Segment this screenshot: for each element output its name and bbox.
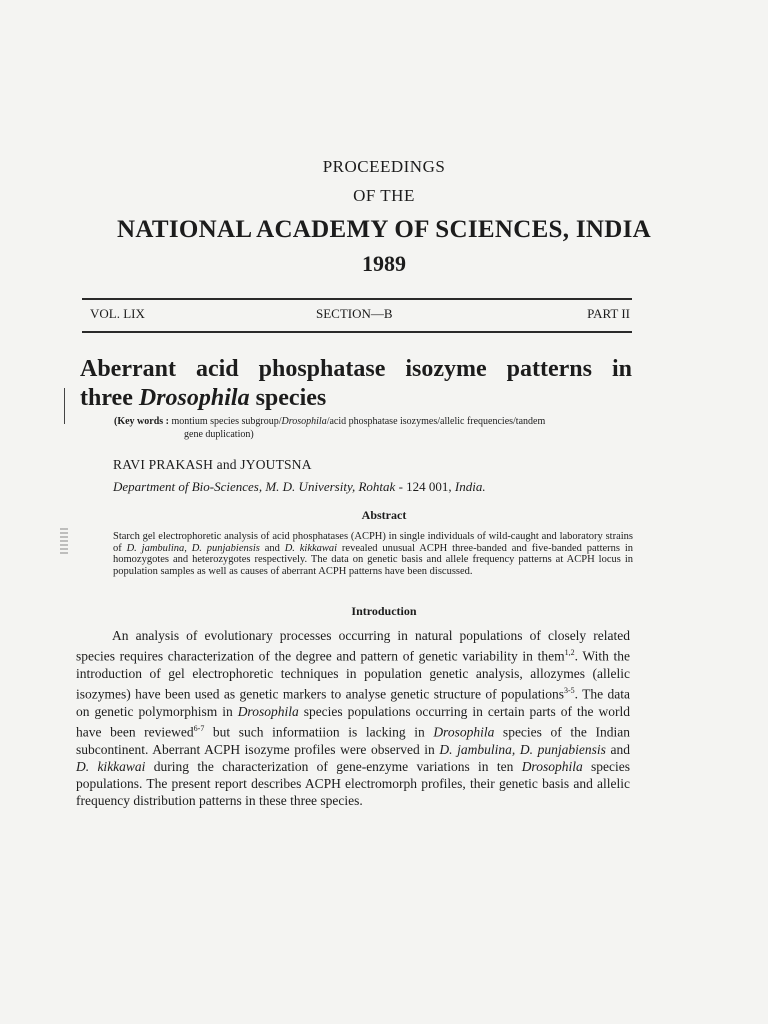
citation-ref: 6-7 <box>193 724 205 734</box>
abstract-body <box>113 531 633 578</box>
introduction-body <box>76 627 630 810</box>
margin-mark <box>64 388 65 424</box>
keywords-text: /acid phosphatase isozymes/allelic frequencies/tandem <box>326 416 546 427</box>
keywords-genus: Drosophila <box>281 416 327 427</box>
keywords-text: montium species subgroup/ <box>171 416 282 427</box>
publication-year: 1989 <box>362 251 406 276</box>
intro-genus: Drosophila <box>237 703 299 719</box>
title-text: species <box>249 385 327 411</box>
keywords-label: (Key words : <box>114 416 172 427</box>
intro-text: . With the introduction of gel electrophoretic techniques in population genetic analysis, allozymes (allelic isozymes) have been used as genetic markers to analyse genetic structure of populations <box>76 648 630 702</box>
article-title-line-1: Aberrant acid phosphatase isozyme patterns in <box>80 356 632 382</box>
intro-text: and <box>605 741 630 757</box>
intro-genus: Drosophila <box>433 724 495 740</box>
abstract-text: revealed unusual ACPH three-banded and five-banded patterns in homozygotes and heterozygotes respectively. The data on genetic basis and allele frequency patterns at ACPH locus in population samples as well as causes of aberrant ACPH patterns have been discussed. <box>113 542 633 578</box>
section-label: SECTION—B <box>316 306 393 321</box>
authors: RAVI PRAKASH and JYOUTSNA <box>113 457 312 472</box>
affiliation-department: Department of Bio-Sciences, M. D. University, Rohtak <box>113 479 396 494</box>
intro-species: D. jambulina, D. punjabiensis <box>439 741 606 757</box>
affiliation-country: India. <box>454 479 486 494</box>
citation-ref: 3-5 <box>563 686 575 696</box>
bottom-rule <box>82 331 632 333</box>
intro-text: but such informatiion is lacking in <box>204 724 434 740</box>
part-label: PART II <box>587 306 630 321</box>
intro-text: An analysis of evolutionary processes occurring in natural populations of closely related species requires characterization of the degree and pattern of genetic variability in them <box>76 628 630 664</box>
intro-genus: Drosophila <box>521 758 583 774</box>
abstract-text: Starch gel electrophoretic analysis of acid phosphatases (ACPH) in single individuals of wild-caught and laboratory strains of <box>113 531 633 554</box>
intro-text: species populations occurring in certain parts of the world have been reviewed <box>76 703 630 740</box>
intro-text: during the characterization of gene-enzyme variations in ten <box>145 758 522 774</box>
affiliation <box>113 479 486 495</box>
abstract-species: D. jambulina, D. punjabiensis <box>126 542 260 554</box>
abstract-species: D. kikkawai <box>284 542 338 554</box>
volume-number: VOL. LIX <box>90 306 145 321</box>
article-title-line-2 <box>80 385 326 412</box>
abstract-text: and <box>259 542 285 554</box>
intro-species: D. kikkawai <box>76 758 146 774</box>
citation-ref: 1,2 <box>564 648 575 658</box>
introduction-heading: Introduction <box>351 604 417 618</box>
title-genus: Drosophila <box>138 385 250 411</box>
margin-smudge <box>60 528 68 556</box>
of-the-label: OF THE <box>353 186 415 205</box>
intro-text: species populations. The present report describes ACPH electromorph profiles, their genetic basis and allelic frequency distribution patterns in these three species. <box>76 758 631 809</box>
introduction-paragraph <box>76 627 630 810</box>
top-rule <box>82 298 632 300</box>
intro-text: species of the Indian subcontinent. Aberrant ACPH isozyme profiles were observed in <box>76 724 630 757</box>
affiliation-pin: - 124 001, <box>395 479 455 494</box>
abstract-heading: Abstract <box>361 508 407 522</box>
intro-text: . The data on genetic polymorphism in <box>76 686 630 719</box>
keywords-line-1 <box>114 416 634 427</box>
title-text: three <box>80 385 139 411</box>
academy-title: NATIONAL ACADEMY OF SCIENCES, INDIA <box>117 216 651 243</box>
keywords-line-2: gene duplication) <box>184 429 254 440</box>
proceedings-label: PROCEEDINGS <box>322 157 446 176</box>
volume-bar <box>90 306 630 324</box>
